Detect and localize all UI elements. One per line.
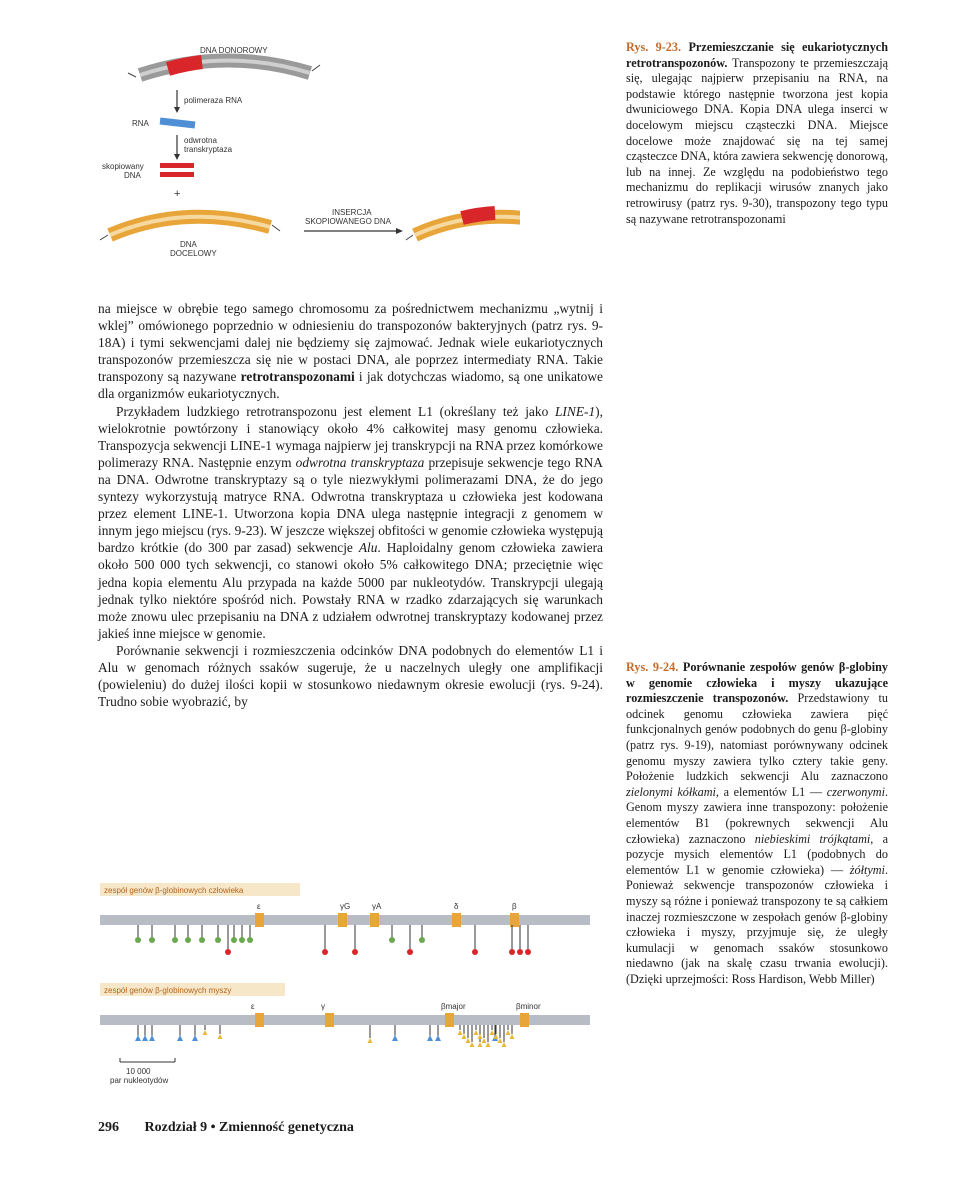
- mouse-gene-label: βminor: [516, 1002, 541, 1011]
- mouse-l1-element: [458, 1030, 463, 1035]
- b1-element: [142, 1035, 148, 1041]
- alu-element: [231, 937, 237, 943]
- paragraph-2: Przykładem ludzkiego retrotranspozonu jest element L1 (określany też jako LINE-1), wielokrotnie powtórzony i stanowiący około 4% całkowitej masy genomu człowieka. Transpozycja sekwencji LINE-1 wymaga najpierw jej transkrypcji na RNA przez komórkowe polimerazy RNA. Następnie enzym odwrotna transkryptaza przepisuje sekwencje tego RNA na DNA. Odwrotne transkryptazy są o tyle niezwykłymi polimerazami DNA, że do jego syntezy wykorzystują matryce RNA. Odwrotna transkryptaza u człowieka jest kodowana przez element LINE-1. Utworzona kopia DNA ulega następnie integracji z genomem w innym jego miejscu (rys. 9-23). W jeszcze większej obfitości w genomie człowieka występują bardzo krótkie (do 300 par zasad) sekwencje Alu. Haploidalny genom człowieka zawiera około 500 000 tych sekwencji, co stanowi około 5% całkowitego DNA; przeciętnie więc jedna kopia elementu Alu przypada na każde 5000 par nukleotydów. Transkrypcji ulegają jednak tylko niektóre spośród nich. Powstały RNA w rzadko zdarzających się warunkach może znowu ulec przepisaniu na DNA z udziałem odwrotnej transkryptazy kodowanej przez jakieś inne miejsce w genomie.: [98, 403, 603, 641]
- copied-dna-top: [160, 163, 194, 168]
- human-gene-box: [510, 913, 519, 927]
- mouse-l1-element: [368, 1038, 373, 1043]
- mouse-gene-box: [325, 1013, 334, 1027]
- alu-element: [389, 937, 395, 943]
- alu-element: [215, 937, 221, 943]
- rt-label-1: odwrotna: [184, 136, 217, 145]
- rna-label: RNA: [132, 119, 149, 128]
- mouse-gene-box: [520, 1013, 529, 1027]
- alu-element: [172, 937, 178, 943]
- caption-fig-9-24: Rys. 9-24. Porównanie zespołów genów β-globiny w genomie człowieka i myszy ukazujące rozmieszczenie transpozonów. Przedstawiony tu odcinek genomu człowieka zawiera pięć funkcjonalnych genów podobnych do genu β-globiny (patrz rys. 9-19), natomiast porównywany odcinek genomu myszy zawiera tylko cztery takie geny. Położenie ludzkich sekwencji Alu zaznaczono zielonymi kółkami, a elementów L1 — czerwonymi. Genom myszy zawiera inne transpozony: położenie elementów B1 (pokrewnych sekwencji Alu człowieka) zaznaczono niebieskimi trójkątami, a pozycje mysich elementów L1 (podobnych do elementów L1 w genomie człowieka) — żółtymi. Ponieważ sekwencje transpozonów człowieka i myszy są różne i ponieważ transpozony te są całkiem inaczej rozmieszczone w zespołach genów β-globiny człowieka i myszy, przyjmuje się, że uległy kumulacji w genomach ssaków stosunkowo niedawno (jak na skalę czasu trwania ewolucji). (Dzięki uprzejmości: Ross Hardison, Webb Miller): [626, 660, 889, 986]
- human-gene-label: ε: [257, 902, 261, 911]
- term-reverse-transcriptase: odwrotna transkryptaza: [295, 454, 425, 470]
- l1-element: [509, 949, 515, 955]
- rt-label-2: transkryptaza: [184, 145, 233, 154]
- target-dna-label-2: DOCELOWY: [170, 249, 217, 258]
- human-gene-box: [452, 913, 461, 927]
- mouse-l1-element: [203, 1030, 208, 1035]
- insertion-label-1: INSERCJA: [332, 208, 372, 217]
- b1-element: [135, 1035, 141, 1041]
- l1-element: [472, 949, 478, 955]
- caption-text: Transpozony te przemieszczają się, ulegając najpierw przepisaniu na RNA, na podstawie którego następnie tworzona jest kopia dwuniciowego DNA. Kopia DNA ulega inserci w docelowym miejscu cząsteczki DNA. Miejsce docelowe może znajdować się na tej samej cząsteczce DNA, która zawiera sekwencję donorową, lub na innej. Ze względu na podobieństwo tego mechanizmu do replikacji wirusów znanych jako retrowirusy (patrz rys. 9-30), transpozony tego typu są nazywane retrotranspozonami: [626, 55, 888, 226]
- human-cluster-label: zespół genów β-globinowych człowieka: [104, 886, 244, 895]
- l1-element: [407, 949, 413, 955]
- l1-element: [225, 949, 231, 955]
- caption-fig-9-23: [626, 40, 888, 227]
- alu-element: [419, 937, 425, 943]
- mouse-l1-element: [474, 1030, 479, 1035]
- human-gene-box: [255, 913, 264, 927]
- b1-element: [177, 1035, 183, 1041]
- scale-unit: par nukleotydów: [110, 1076, 169, 1085]
- human-gene-label: δ: [454, 902, 459, 911]
- mouse-cluster-label: zespół genów β-globinowych myszy: [104, 986, 232, 995]
- paragraph-3: Porównanie sekwencji i rozmieszczenia odcinków DNA podobnych do elementów L1 i Alu w genomach różnych ssaków sugeruje, że u naczelnych uległy one amplifikacji (powieleniu) do dużej ilości kopii w stosunkowo niedawnym okresie ewolucji (rys. 9-24). Trudno sobie wyobrazić, by: [98, 642, 603, 710]
- mouse-gene-box: [255, 1013, 264, 1027]
- insertion-label-2: SKOPIOWANEGO DNA: [305, 217, 391, 226]
- rna-strand: [160, 121, 195, 125]
- human-gene-box: [338, 913, 347, 927]
- l1-element: [525, 949, 531, 955]
- donor-element: [168, 62, 202, 69]
- figure-retrotransposition: [100, 35, 520, 285]
- b1-element: [435, 1035, 441, 1041]
- mouse-dna-bar: [100, 1015, 590, 1025]
- alu-element: [149, 937, 155, 943]
- rna-polymerase-label: polimeraza RNA: [184, 96, 243, 105]
- alu-element: [135, 937, 141, 943]
- b1-element: [192, 1035, 198, 1041]
- alu-element: [247, 937, 253, 943]
- b1-element: [427, 1035, 433, 1041]
- page-number: 296: [98, 1120, 119, 1135]
- mouse-l1-element: [490, 1030, 495, 1035]
- figure-globin-clusters: [100, 880, 600, 1095]
- caption-number: Rys. 9-23.: [626, 40, 682, 54]
- mouse-l1-element: [218, 1034, 223, 1039]
- caption-title: Przemieszczanie się eukariotycznych retrotranspozonów.: [626, 40, 888, 70]
- alu-element: [239, 937, 245, 943]
- body-text: [98, 300, 603, 710]
- l1-element: [322, 949, 328, 955]
- human-gene-label: γG: [340, 902, 351, 911]
- human-gene-box: [370, 913, 379, 927]
- mouse-l1-element: [506, 1030, 511, 1035]
- human-gene-label: γA: [372, 902, 382, 911]
- copied-dna-label-1: skopiowany: [102, 162, 144, 171]
- result-inserted-element: [462, 213, 495, 218]
- donor-dna-label: DNA DONOROWY: [200, 46, 268, 55]
- scale-value: 10 000: [126, 1067, 151, 1076]
- mouse-gene-label: ε: [251, 1002, 255, 1011]
- l1-element: [517, 949, 523, 955]
- target-dna-label-1: DNA: [180, 240, 197, 249]
- caption-number: Rys. 9-24.: [626, 660, 679, 674]
- page-footer: [98, 1120, 354, 1136]
- mouse-gene-label: γ: [321, 1002, 325, 1011]
- copied-dna-label-2: DNA: [124, 171, 141, 180]
- copied-dna-bottom: [160, 172, 194, 177]
- mouse-gene-box: [445, 1013, 454, 1027]
- b1-element: [392, 1035, 398, 1041]
- alu-element: [185, 937, 191, 943]
- paragraph-1: na miejsce w obrębie tego samego chromosomu za pośrednictwem mechanizmu „wytnij i wklej” omówionego poprzednio w odniesieniu do transpozonów bakteryjnych (patrz rys. 9-18A) i tymi sekwencjami dalej nie będziemy się zajmować. Jednak wiele eukariotycznych transpozonów przemieszcza się nie w postaci DNA, ale poprzez intermediaty RNA. Takie transpozony są nazywane retrotranspozonami i jak dotychczas wiadomo, są one unikatowe dla organizmów eukariotycznych.: [98, 301, 603, 402]
- l1-element: [352, 949, 358, 955]
- caption-title: Porównanie zespołów genów β-globiny w genomie człowieka i myszy ukazujące rozmieszczenie transpozonów.: [626, 660, 888, 706]
- b1-element: [149, 1035, 155, 1041]
- chapter-title: Rozdział 9 • Zmienność genetyczna: [144, 1120, 354, 1135]
- alu-element: [199, 937, 205, 943]
- term-retrotransposons: retrotranspozonami: [240, 369, 355, 385]
- human-gene-label: β: [512, 902, 517, 911]
- plus-sign: +: [174, 188, 181, 200]
- mouse-gene-label: βmajor: [441, 1002, 466, 1011]
